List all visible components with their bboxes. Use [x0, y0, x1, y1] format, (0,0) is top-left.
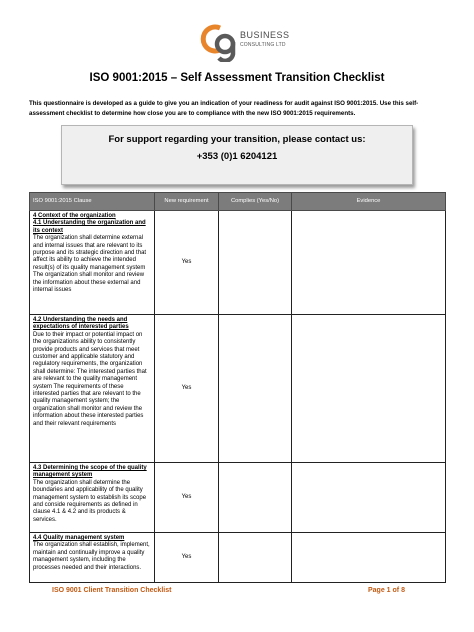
clause-text: The organization shall determine the boundaries and applicability of the quality management system to establish its scope and conside requirements as defined in clause 4.1 & 4.2 and its products & services.: [33, 479, 147, 523]
evidence-cell[interactable]: [292, 315, 446, 463]
clause-cell: [30, 533, 155, 583]
complies-cell[interactable]: [219, 533, 292, 583]
footer-document-title: ISO 9001 Client Transition Checklist: [52, 587, 172, 594]
clause-heading: 4.2 Understanding the needs and expectations of interested parties: [33, 317, 129, 331]
header-clause: ISO 9001:2015 Clause: [30, 193, 155, 211]
logo-mark-icon: [198, 24, 238, 62]
evidence-cell[interactable]: [292, 211, 446, 315]
table-header-row: [30, 193, 446, 211]
evidence-cell[interactable]: [292, 533, 446, 583]
new-requirement-cell: Yes: [155, 463, 219, 533]
new-requirement-cell: Yes: [155, 315, 219, 463]
header-evidence: Evidence: [292, 193, 446, 211]
footer-page-number: Page 1 of 8: [368, 587, 405, 594]
complies-cell[interactable]: [219, 211, 292, 315]
clause-cell: [30, 211, 155, 315]
table-row: [30, 315, 446, 463]
new-requirement-cell: Yes: [155, 211, 219, 315]
clause-section-heading: 4 Context of the organization: [33, 213, 116, 219]
checklist-table: [29, 192, 446, 583]
page-title: ISO 9001:2015 – Self Assessment Transition Checklist: [89, 72, 385, 84]
support-phone[interactable]: +353 (0)1 6204121: [196, 151, 278, 162]
new-requirement-cell: Yes: [155, 533, 219, 583]
support-text: For support regarding your transition, please contact us:: [108, 134, 366, 145]
company-logo: [198, 24, 288, 62]
header-complies: Complies (Yes/No): [219, 193, 292, 211]
clause-heading: 4.4 Quality management system: [33, 535, 125, 541]
complies-cell[interactable]: [219, 315, 292, 463]
support-box: [61, 125, 413, 185]
clause-text: Due to their impact or potential impact on the organizations ability to consistently provide products and services that meet customer and applicable statutory and regulatory requirements, the organization shall determine: The interested parties that are relevant to the quality management system The requirements of these interested parties that are relevant to the quality management system; the organization shall monitor and review the information about these interested parties and their relevant requirements: [33, 331, 147, 427]
logo-text-consulting: CONSULTING LTD: [240, 42, 286, 48]
table-row: [30, 211, 446, 315]
table-row: [30, 533, 446, 583]
clause-cell: [30, 315, 155, 463]
logo-text-business: BUSINESS: [240, 30, 290, 40]
clause-heading: 4.3 Determining the scope of the quality management system: [33, 465, 147, 479]
clause-text: The organization shall determine external and internal issues that are relevant to its purpose and its strategic direction and that affect its ability to achieve the intended result(s) of its quality management system The organization shall monitor and review the information about these external and internal issues: [33, 235, 147, 294]
evidence-cell[interactable]: [292, 463, 446, 533]
table-row: [30, 463, 446, 533]
clause-heading: 4.1 Understanding the organization and its context: [33, 220, 146, 234]
header-new-requirement: New requirement: [155, 193, 219, 211]
clause-text: The organization shall establish, implement, maintain and continually improve a quality management system, including the processes needed and their interactions.: [33, 542, 150, 571]
complies-cell[interactable]: [219, 463, 292, 533]
intro-paragraph: This questionnaire is developed as a guide to give you an indication of your readiness for audit against ISO 9001:2015. Use this self-assessment checklist to determine how close you are to compliance with the new ISO 9001:2015 requirements.: [29, 100, 419, 117]
clause-cell: [30, 463, 155, 533]
